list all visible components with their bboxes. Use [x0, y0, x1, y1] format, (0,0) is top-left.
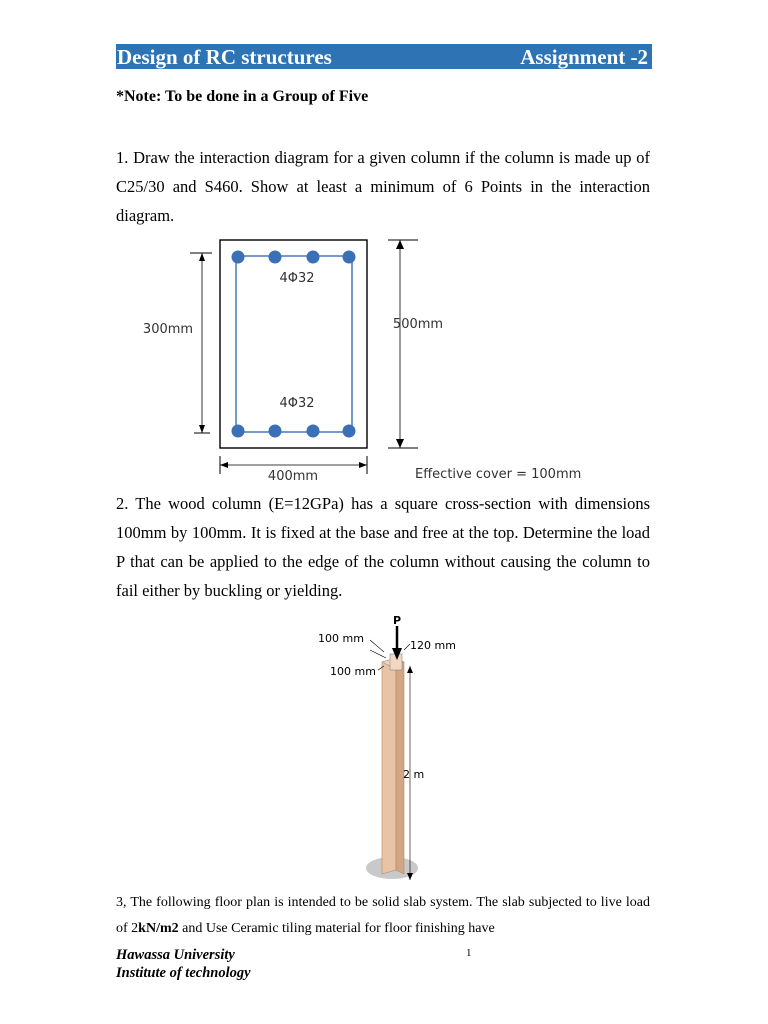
- footer-institute: Institute of technology: [116, 965, 251, 981]
- wood-column-figure: [300, 612, 500, 893]
- width-dimension-label: 400mm: [267, 469, 319, 484]
- column-section-figure: [130, 232, 610, 489]
- document-header: [116, 44, 652, 69]
- inner-dimension-label: 300mm: [142, 322, 194, 337]
- course-title: Design of RC structures: [117, 45, 332, 69]
- bottom-bars-label: 4Φ32: [279, 396, 315, 411]
- rebar-dot: [307, 251, 320, 264]
- rebar-dot: [343, 251, 356, 264]
- rebar-dot: [269, 425, 282, 438]
- assignment-label: Assignment -2: [520, 45, 648, 69]
- load-label: P: [392, 614, 402, 627]
- dimension-top-label: 100 mm: [318, 632, 364, 645]
- question-2-text: 2. The wood column (E=12GPa) has a square cross-section with dimensions 100mm by 100mm. It is fixed at the base and free at the top. Determine the load P that can be applied to the edge of the column without causing the column to fail either by buckling or yielding.: [116, 494, 650, 600]
- rebar-dot: [343, 425, 356, 438]
- height-label: 2 m: [403, 768, 425, 781]
- top-rebar-group: [232, 251, 356, 264]
- question-1-text: 1. Draw the interaction diagram for a given column if the column is made up of C25/30 and S460. Show at least a minimum of 6 Points in the interaction diagram.: [116, 148, 650, 225]
- rebar-dot: [232, 251, 245, 264]
- eccentricity-label: 120 mm: [410, 639, 456, 652]
- dimension-side-label: 100 mm: [330, 665, 376, 678]
- top-bars-label: 4Φ32: [279, 271, 315, 286]
- effective-cover-label: Effective cover = 100mm: [415, 467, 582, 482]
- bottom-rebar-group: [232, 425, 356, 438]
- question-3-text: 3, The following floor plan is intended to be solid slab system. The slab subjected to live load of 2kN/m2 and Use Ceramic tiling material for floor finishing have: [116, 895, 650, 936]
- footer-institution: [116, 946, 251, 982]
- page-number: 1: [466, 947, 472, 959]
- rebar-dot: [232, 425, 245, 438]
- footer-university: Hawassa University: [116, 947, 235, 963]
- depth-dimension-label: 500mm: [392, 317, 444, 332]
- rebar-dot: [269, 251, 282, 264]
- group-note: *Note: To be done in a Group of Five: [116, 88, 369, 105]
- rebar-dot: [307, 425, 320, 438]
